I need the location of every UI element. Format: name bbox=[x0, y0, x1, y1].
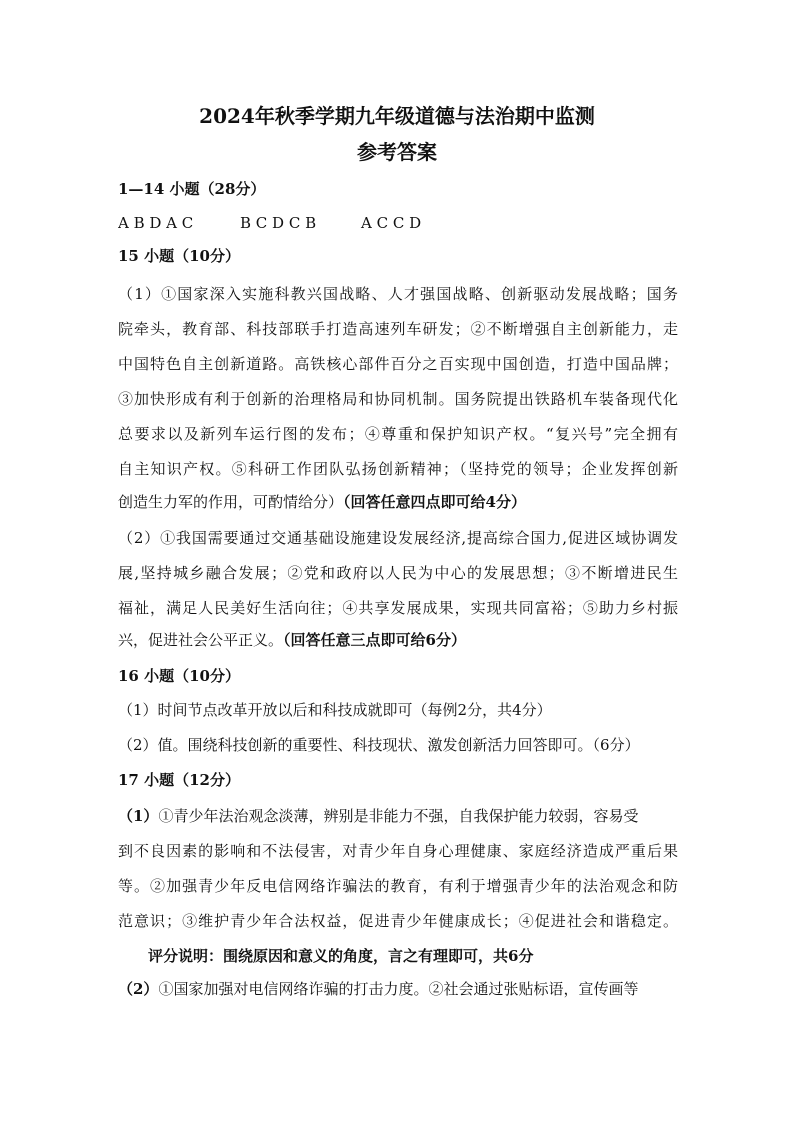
section-heading-15: 15 小题（10分） bbox=[118, 247, 240, 265]
document-title: 2024年秋季学期九年级道德与法治期中监测 bbox=[199, 104, 595, 128]
multiple-choice-answers bbox=[118, 213, 678, 233]
q17-part1-line: 等。②加强青少年反电信网络诈骗法的教育，有利于增强青少年的法治观念和防 bbox=[118, 877, 678, 895]
q15-part2-line: 展,坚持城乡融合发展；②党和政府以人民为中心的发展思想；③不断增进民生 bbox=[118, 564, 678, 582]
answer-group-2: B C D C B bbox=[240, 214, 317, 232]
q15-part2-last-line bbox=[118, 630, 678, 650]
q15-part2-line: 福祉，满足人民美好生活向往；④共享发展成果，实现共同富裕；⑤助力乡村振 bbox=[118, 599, 678, 617]
q15-part1-line: ③加快形成有利于创新的治理格局和协同机制。国务院提出铁路机车装备现代化 bbox=[118, 390, 678, 408]
q15-part1-line: （1）①国家深入实施科教兴国战略、人才强国战略、创新驱动发展战略；国务 bbox=[118, 285, 678, 303]
section-heading-16: 16 小题（10分） bbox=[118, 667, 240, 685]
q15-part1-tail: 创造生力军的作用，可酌情给分） bbox=[118, 493, 344, 511]
q17-part2-label: （2） bbox=[118, 980, 159, 998]
q16-part2: （2）值。围绕科技创新的重要性、科技现状、激发创新活力回答即可。（6分） bbox=[118, 736, 640, 754]
q15-part1-line: 自主知识产权。⑤科研工作团队弘扬创新精神；（坚持党的领导；企业发挥创新 bbox=[118, 460, 678, 478]
q17-scoring-note: 评分说明：围绕原因和意义的角度，言之有理即可，共6分 bbox=[148, 947, 534, 965]
q15-part1-line: 总要求以及新列车运行图的发布；④尊重和保护知识产权。“复兴号”完全拥有 bbox=[118, 425, 678, 443]
q15-part1-scoring: （回答任意四点即可给4分） bbox=[343, 493, 526, 511]
answer-group-3: A C C D bbox=[361, 214, 422, 232]
q17-part1-first-line bbox=[118, 806, 678, 826]
answer-group-1: A B D A C bbox=[118, 214, 194, 232]
q17-part1-label: （1） bbox=[118, 807, 159, 825]
q17-part1-line: 范意识；③维护青少年合法权益，促进青少年健康成长；④促进社会和谐稳定。 bbox=[118, 912, 678, 930]
q15-part1-last-line bbox=[118, 492, 678, 512]
q15-part1-line: 中国特色自主创新道路。高铁核心部件百分之百实现中国创造，打造中国品牌； bbox=[118, 355, 678, 373]
q17-part2-first-text: ①国家加强对电信网络诈骗的打击力度。②社会通过张贴标语，宣传画等 bbox=[158, 980, 639, 998]
section-heading-1-14: 1—14 小题（28分） bbox=[118, 180, 266, 198]
section-heading-17: 17 小题（12分） bbox=[118, 771, 240, 789]
q15-part1-line: 院牵头，教育部、科技部联手打造高速列车研发；②不断增强自主创新能力，走 bbox=[118, 320, 678, 338]
q15-part2-scoring: （回答任意三点即可给6分） bbox=[283, 631, 466, 649]
q15-part2-tail: 兴，促进社会公平正义。 bbox=[118, 631, 284, 649]
q16-part1: （1）时间节点改革开放以后和科技成就即可（每例2分，共4分） bbox=[118, 701, 552, 719]
q15-part2-line: （2）①我国需要通过交通基础设施建设发展经济,提高综合国力,促进区域协调发 bbox=[118, 529, 678, 547]
q17-part1-line: 到不良因素的影响和不法侵害，对青少年自身心理健康、家庭经济造成严重后果 bbox=[118, 842, 678, 860]
q17-part1-first-text: ①青少年法治观念淡薄，辨别是非能力不强，自我保护能力较弱，容易受 bbox=[158, 807, 639, 825]
document-subtitle: 参考答案 bbox=[357, 140, 437, 164]
q17-part2-first-line bbox=[118, 979, 678, 999]
